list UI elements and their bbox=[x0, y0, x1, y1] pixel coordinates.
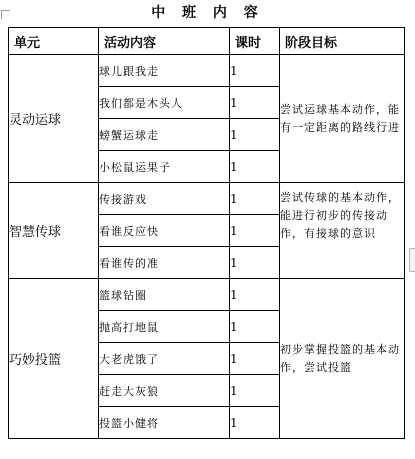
table-row bbox=[9, 279, 405, 311]
activity-cell: 赶走大灰狼 bbox=[99, 375, 230, 407]
activity-cell: 看谁传的准 bbox=[99, 247, 230, 279]
hours-cell: 1 bbox=[230, 279, 280, 311]
hours-cell: 1 bbox=[230, 311, 280, 343]
activity-cell: 小松鼠运果子 bbox=[99, 151, 230, 183]
header-unit: 单元 bbox=[9, 28, 99, 55]
hours-cell: 1 bbox=[230, 119, 280, 151]
goal-cell: 尝试运球基本动作，能有一定距离的路线行进 bbox=[280, 55, 405, 183]
activity-cell: 螃蟹运球走 bbox=[99, 119, 230, 151]
activity-cell: 投篮小健将 bbox=[99, 407, 230, 439]
table-row bbox=[9, 183, 405, 215]
table-row bbox=[9, 55, 405, 87]
hours-cell: 1 bbox=[230, 55, 280, 87]
activity-cell: 传接游戏 bbox=[99, 183, 230, 215]
activity-cell: 抛高打地鼠 bbox=[99, 311, 230, 343]
hours-cell: 1 bbox=[230, 87, 280, 119]
header-activity: 活动内容 bbox=[99, 28, 230, 55]
hours-cell: 1 bbox=[230, 247, 280, 279]
hours-cell: 1 bbox=[230, 183, 280, 215]
goal-cell: 尝试传球的基本动作，能进行初步的传接动作，有接球的意识 bbox=[280, 183, 405, 279]
unit-cell: 巧妙投篮 bbox=[9, 279, 99, 439]
unit-cell: 智慧传球 bbox=[9, 183, 99, 279]
hours-cell: 1 bbox=[230, 375, 280, 407]
hours-cell: 1 bbox=[230, 407, 280, 439]
hours-cell: 1 bbox=[230, 151, 280, 183]
activity-cell: 看谁反应快 bbox=[99, 215, 230, 247]
hours-cell: 1 bbox=[230, 215, 280, 247]
hours-cell: 1 bbox=[230, 343, 280, 375]
goal-cell: 初步掌握投篮的基本动作，尝试投篮 bbox=[280, 279, 405, 439]
header-hours: 课时 bbox=[230, 28, 280, 55]
course-plan-table bbox=[8, 27, 405, 439]
scroll-edge-handle[interactable] bbox=[409, 248, 415, 272]
activity-cell: 球儿跟我走 bbox=[99, 55, 230, 87]
document-title: 中 班 内 容 bbox=[151, 5, 264, 21]
header-goal: 阶段目标 bbox=[280, 28, 405, 55]
activity-cell: 大老虎饿了 bbox=[99, 343, 230, 375]
activity-cell: 篮球钻圈 bbox=[99, 279, 230, 311]
unit-cell: 灵动运球 bbox=[9, 55, 99, 183]
header-row bbox=[9, 28, 405, 55]
activity-cell: 我们都是木头人 bbox=[99, 87, 230, 119]
